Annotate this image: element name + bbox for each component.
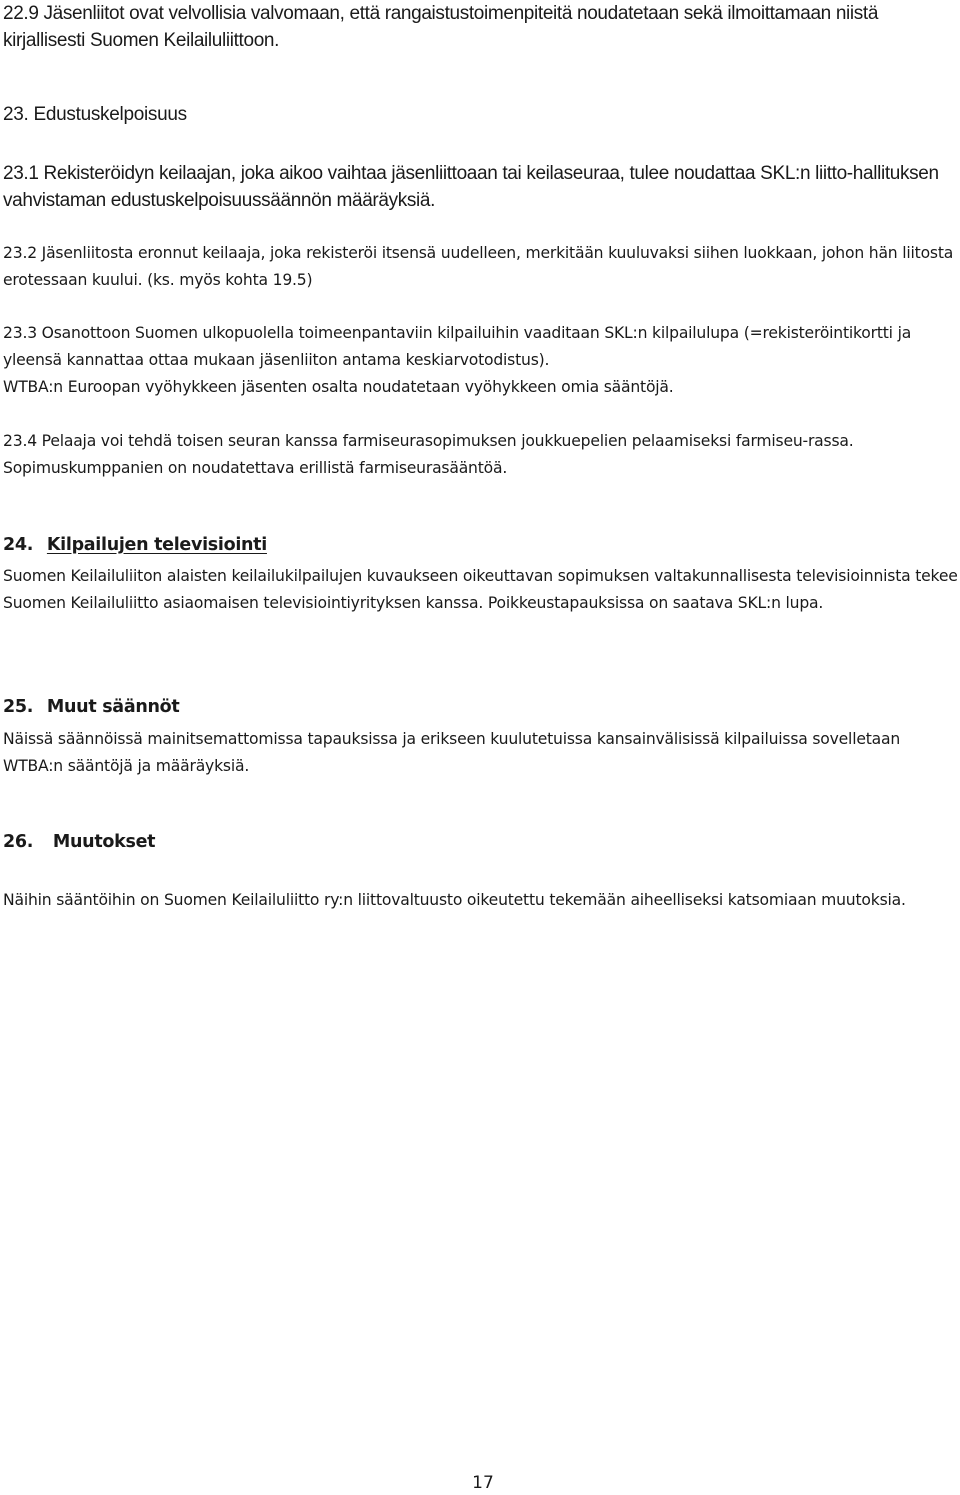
paragraph-26: Näihin sääntöihin on Suomen Keilailuliitto ry:n liittovaltuusto oikeutettu tekemään aiheelliseksi katsomiaan muutoksia. xyxy=(3,891,906,909)
heading-25-number: 25. xyxy=(3,697,34,717)
heading-26-number: 26. xyxy=(3,832,34,852)
heading-24-title: Kilpailujen televisiointi xyxy=(46,535,267,555)
heading-26 xyxy=(3,829,959,856)
paragraph-23-3-text: 23.3 Osanottoon Suomen ulkopuolella toimeenpantaviin kilpailuihin vaaditaan SKL:n kilpailulupa (=rekisteröintikortti ja yleensä kannattaa ottaa mukaan jäsenliiton antama keskiarvotodistus). xyxy=(3,324,912,369)
paragraph-23-3-wtba: WTBA:n Euroopan vyöhykkeen jäsenten osalta noudatetaan vyöhykkeen omia sääntöjä. xyxy=(3,378,674,396)
heading-25 xyxy=(3,694,959,721)
paragraph-23-1: 23.1 Rekisteröidyn keilaajan, joka aikoo vaihtaa jäsenliittoaan tai keilaseuraa, tulee noudattaa SKL:n liitto-hallituksen vahvistaman edustuskelpoisuussäännön määräyksiä. xyxy=(3,163,939,211)
heading-23-title: Edustuskelpoisuus xyxy=(33,104,187,125)
heading-25-title: Muut säännöt xyxy=(46,697,180,717)
page-number: 17 xyxy=(472,1473,494,1493)
paragraph-23-4: 23.4 Pelaaja voi tehdä toisen seuran kanssa farmiseurasopimuksen joukkuepelien pelaamiseksi farmiseu-rassa. Sopimuskumppanien on noudatettava erillistä farmiseurasääntöä. xyxy=(3,432,854,477)
paragraph-23-3 xyxy=(3,320,959,401)
paragraph-24: Suomen Keilailuliiton alaisten keilailukilpailujen kuvaukseen oikeuttavan sopimuksen valtakunnallisesta televisioinnista tekee Suomen Keilailuliitto asiaomaisen televisiointiyrityksen kanssa. Poikkeustapauksissa on saatava SKL:n lupa. xyxy=(3,567,958,612)
heading-24 xyxy=(3,532,959,559)
paragraph-23-2: 23.2 Jäsenliitosta eronnut keilaaja, joka rekisteröi itsensä uudelleen, merkitään kuuluvaksi siihen luokkaan, johon hän liitosta erotessaan kuului. (ks. myös kohta 19.5) xyxy=(3,244,954,289)
paragraph-22-9: 22.9 Jäsenliitot ovat velvollisia valvomaan, että rangaistustoimenpiteitä noudatetaan sekä ilmoittamaan niistä kirjallisesti Suomen Keilailuliittoon. xyxy=(3,3,879,51)
heading-26-title: Muutokset xyxy=(52,832,156,852)
heading-23 xyxy=(3,101,959,128)
paragraph-25: Näissä säännöissä mainitsemattomissa tapauksissa ja erikseen kuulutetuissa kansainvälisissä kilpailuissa sovelletaan WTBA:n sääntöjä ja määräyksiä. xyxy=(3,730,901,775)
heading-24-number: 24. xyxy=(3,535,34,555)
heading-23-number: 23. xyxy=(3,104,29,125)
